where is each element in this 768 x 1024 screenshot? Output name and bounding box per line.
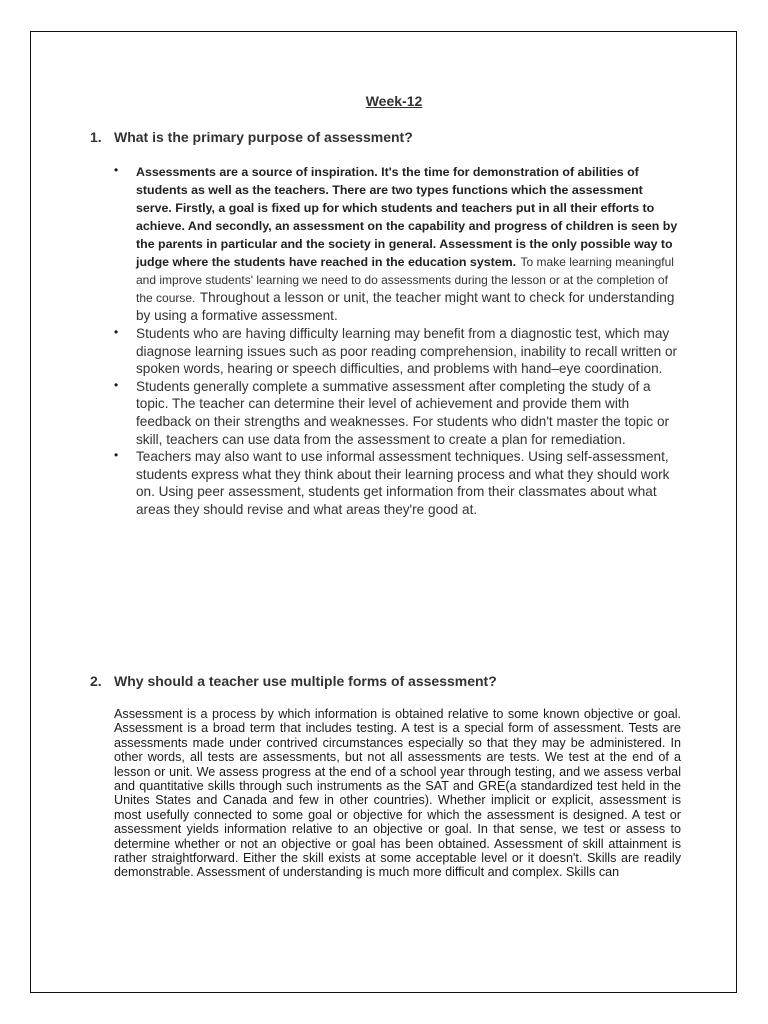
- question-1-number: 1.: [90, 129, 102, 145]
- question-2: [90, 673, 690, 689]
- document-title: Week-12: [365, 93, 423, 109]
- question-2-number: 2.: [90, 673, 102, 689]
- bullet-marker: •: [114, 448, 119, 463]
- bullet-2-text: Students who are having difficulty learning may benefit from a diagnostic test, which may diagnose learning issues such as poor reading comprehension, inability to recall written or spoken words, hearing or speech difficulties, and problems with hand–eye coordination.: [136, 326, 678, 377]
- bullet-item-4: [112, 448, 682, 518]
- bullet-1-bold-text: Assessments are a source of inspiration. It's the time for demonstration of abilities of students as well as the teachers. There are two types functions which the assessment serve. Firstly, a goal is fixed up for which students and teachers put in all their efforts to achieve. And secondly, an assessment on the capability and progress of children is seen by the parents in particular and the society in general. Assessment is the only possible way to judge where the students have reached in the education system.: [136, 165, 678, 269]
- question-1: [90, 129, 690, 145]
- bullet-marker: •: [114, 377, 119, 392]
- question-1-text: What is the primary purpose of assessment?: [114, 129, 413, 145]
- bullet-1-small-text: To make learning meaningful and improve students' learning we need to do assessments during the lesson or at the completion of the course.: [136, 255, 674, 305]
- answer-1-bullet-list: [112, 163, 682, 519]
- bullet-3-text: Students generally complete a summative assessment after completing the study of a topic. The teacher can determine their level of achievement and provide them with feedback on their strengths and weaknesses. For students who didn't master the topic or skill, teachers can use data from the assessment to create a plan for remediation.: [136, 378, 670, 447]
- bullet-marker: •: [114, 163, 119, 177]
- bullet-4-text: Teachers may also want to use informal assessment techniques. Using self-assessment, students express what they think about their learning process and what they should work on. Using peer assessment, students get information from their classmates about what areas they should revise and what areas they're good at.: [136, 449, 670, 517]
- bullet-marker: •: [114, 325, 119, 339]
- answer-2-paragraph: Assessment is a process by which information is obtained relative to some known objective or goal. Assessment is a broad term that includes testing. A test is a special form of assessment. Tests are assessments made under contrived circumstances especially so that they may be administered. In other words, all tests are assessments, but not all assessments are tests. We test at the end of a lesson or unit. We assess progress at the end of a school year through testing, and we assess verbal and quantitative skills through such instruments as the SAT and GRE(a standardized test held in the Unites States and Canada and few in other countries). Whether implicit or explicit, assessment is most usefully connected to some goal or objective for which the assessment is designed. A test or assessment yields information relative to an objective or goal. In that sense, we test or assess to determine whether or not an objective or goal has been obtained. Assessment of skill attainment is rather straightforward. Either the skill exists at some acceptable level or it doesn't. Skills are readily demonstrable. Assessment of understanding is much more difficult and complex. Skills can: [114, 707, 681, 880]
- bullet-1-normal-text: Throughout a lesson or unit, the teacher might want to check for understanding by using a formative assessment.: [136, 290, 675, 323]
- bullet-item-3: [112, 378, 682, 448]
- bullet-item-2: [112, 325, 682, 378]
- question-2-text: Why should a teacher use multiple forms of assessment?: [114, 673, 497, 689]
- bullet-item-1: [112, 163, 682, 325]
